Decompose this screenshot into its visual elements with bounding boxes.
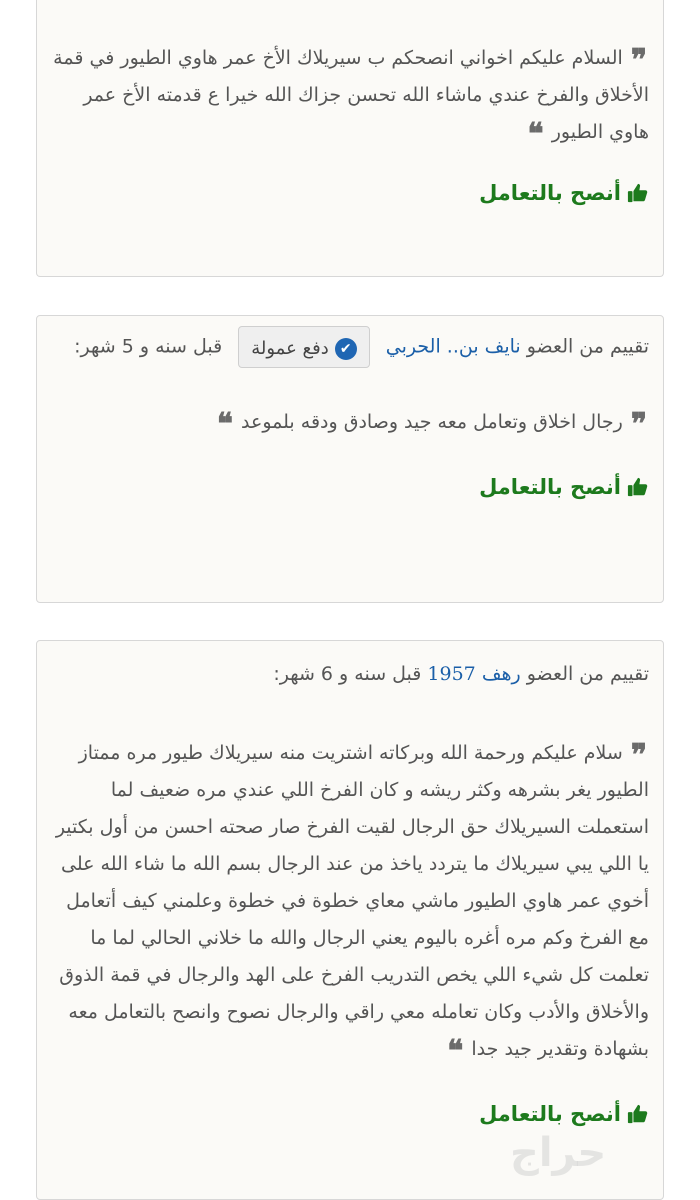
quote-open-icon: ❞ (630, 738, 647, 773)
review-text (51, 404, 649, 441)
member-name: رهف (481, 663, 521, 685)
review-quote: رجال اخلاق وتعامل معه جيد وصادق ودقه بلموعد (241, 411, 623, 433)
meta-prefix: تقييم من العضو (526, 335, 649, 358)
thumbs-up-icon (627, 476, 649, 498)
review-card (36, 315, 664, 603)
site-watermark: حراج (510, 1130, 607, 1176)
quote-open-icon: ❞ (630, 43, 647, 78)
meta-prefix: تقييم من العضو (526, 663, 649, 685)
review-text (51, 40, 649, 151)
recommend-text: أنصح بالتعامل (479, 181, 621, 205)
badge-label: دفع عمولة (251, 338, 329, 359)
thumbs-up-icon (627, 1103, 649, 1125)
thumbs-up-icon (627, 182, 649, 204)
recommend-label (479, 475, 649, 499)
review-quote: السلام عليكم اخواني انصحكم ب سيريلاك الأخ عمر هاوي الطيور في قمة الأخلاق والفرخ عندي ماشاء الله تحسن جزاك الله خيرا ع قدمته الأخ عمر هاوي الطيور (53, 47, 649, 143)
review-time: قبل سنه و 5 شهر: (74, 335, 223, 358)
quote-close-icon: ❝ (527, 117, 544, 152)
review-text (51, 735, 649, 1068)
member-link[interactable]: نايف بن.. الحربي (385, 335, 521, 358)
recommend-text: أنصح بالتعامل (479, 1102, 621, 1126)
review-meta (51, 657, 649, 691)
member-link[interactable] (427, 663, 520, 685)
review-card (36, 640, 664, 1200)
check-circle-icon: ✔ (335, 338, 357, 360)
quote-close-icon: ❝ (216, 407, 233, 442)
quote-close-icon: ❝ (447, 1034, 464, 1069)
quote-open-icon: ❞ (630, 407, 647, 442)
review-quote: سلام عليكم ورحمة الله وبركاته اشتريت منه سيريلاك طيور مره ممتاز الطيور يغر بشرهه وكثر ريشه و كان الفرخ اللي عندي مره ضعيف لما استعملت السيريلاك حق الرجال لقيت الفرخ صار صحته احسن من أول بكتير يا اللي يبي سيريلاك ما يتردد ياخذ من عند الرجال بسم الله ما شاء الله على أخوي عمر هاوي الطيور ماشي معاي خطوة في خطوة وعلمني كيف أتعامل مع الفرخ وكم مره أغره باليوم يعني الرجال والله ما خلاني الحالي لما ما تعلمت كل شيء اللي يخص التدريب الفرخ على الهد والرجال في قمة الذوق والأخلاق والأدب وكان تعامله معي راقي والرجال نصوح وانصح بالتعامل معه بشهادة وتقدير جيد جدا (55, 742, 649, 1060)
member-number: 1957 (427, 663, 476, 685)
commission-badge (238, 326, 370, 368)
recommend-label (479, 181, 649, 205)
review-card (36, 0, 664, 277)
recommend-text: أنصح بالتعامل (479, 475, 621, 499)
review-meta (51, 326, 649, 368)
review-time: قبل سنه و 6 شهر: (273, 663, 422, 685)
recommend-label (479, 1102, 649, 1126)
